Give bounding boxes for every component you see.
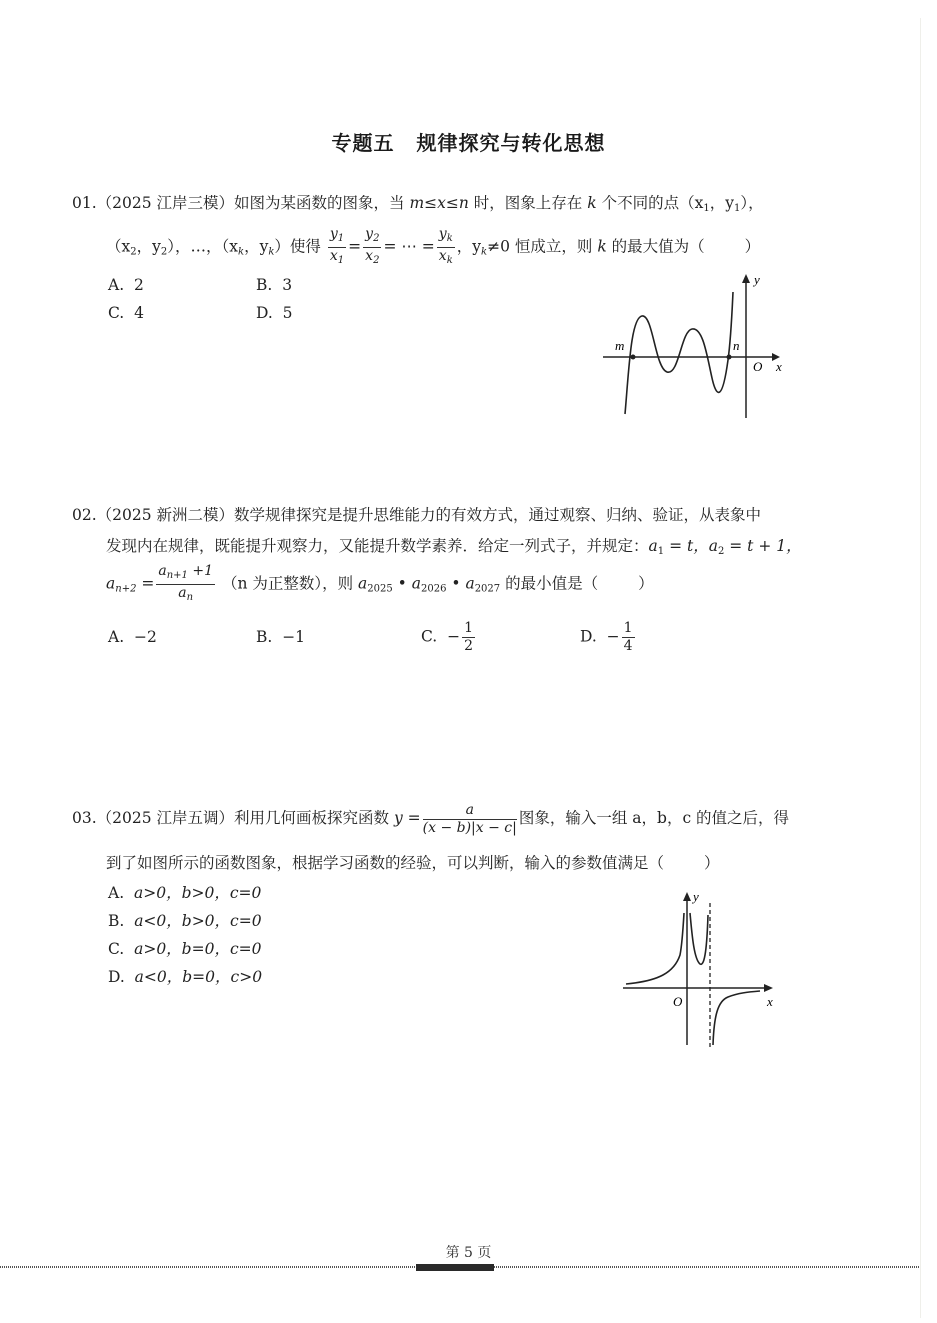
q3-text: 图象，输入一组 a，b，c 的值之后，得 — [518, 809, 790, 827]
q1-text: ）使得 — [274, 237, 321, 256]
label-x: x — [776, 359, 782, 374]
q2-term: a — [465, 574, 475, 593]
q2-text: （n 为正整数），则 — [221, 574, 359, 593]
q1-text: ，y — [136, 237, 161, 256]
num: a — [158, 563, 167, 579]
q3-function-lhs: y = — [393, 809, 421, 827]
option-value: a>0，b=0，c=0 — [134, 940, 262, 958]
q1-text: 的最大值为（ — [606, 237, 705, 256]
q2-text: 数学规律探究是提升思维能力的有效方式，通过观察、归纳、验证，从表象中 — [234, 506, 762, 524]
sub: 2 — [717, 546, 725, 557]
q3-option-c[interactable] — [108, 937, 262, 959]
q1-number: 01. — [72, 194, 97, 212]
q3-line1 — [72, 800, 789, 837]
q1-sub: 1 — [703, 203, 710, 214]
num: +1 — [187, 563, 213, 579]
option-value: 3 — [282, 276, 293, 294]
option-label: B. — [108, 912, 125, 930]
q2-text: ） — [638, 574, 654, 593]
q2-option-a[interactable] — [108, 628, 157, 646]
q2-recurrence-fraction — [156, 563, 215, 606]
option-label: B. — [256, 628, 273, 646]
label-origin: O — [753, 359, 763, 374]
q1-text: ），…，（x — [167, 237, 239, 256]
option-fraction: $\frac{1}{4}$ — [623, 620, 633, 654]
q3-function-fraction: $\frac{a}{(x - b)|x - c|}$ — [422, 801, 517, 836]
q1-source: （2025 江岸三模） — [96, 194, 235, 212]
option-label: C. — [108, 940, 125, 958]
label-origin: O — [673, 994, 683, 1009]
q2-a1: a — [648, 537, 658, 555]
option-fraction: $\frac{1}{2}$ — [464, 620, 474, 654]
q2-line1 — [72, 504, 761, 526]
q2-number: 02. — [72, 506, 97, 524]
q2-option-d[interactable] — [580, 620, 637, 655]
q2-text: • — [392, 574, 412, 593]
den: a — [178, 585, 187, 601]
page-edge — [920, 18, 921, 1318]
q1-function-graph — [595, 268, 790, 423]
q1-sub: k — [238, 246, 245, 258]
q3-line2 — [106, 852, 720, 874]
q1-ratio-k: $\frac{y_k}{x_k}$ — [438, 226, 453, 266]
q3-text: ） — [704, 854, 720, 872]
option-value: a<0，b>0，c=0 — [134, 912, 262, 930]
q1-option-c[interactable] — [108, 304, 144, 322]
q1-ratio-1: $\frac{y_1}{x_1}$ — [329, 226, 345, 266]
option-label: A. — [108, 884, 125, 902]
sub: n — [186, 592, 194, 603]
sub: 2027 — [474, 583, 501, 595]
q1-condition: m≤x≤n — [409, 194, 469, 212]
q1-text: 个不同的点（x — [596, 194, 704, 212]
sub: n+1 — [166, 570, 188, 581]
option-value: −2 — [133, 628, 157, 646]
q1-option-b[interactable] — [256, 276, 292, 294]
option-label: C. — [421, 627, 438, 646]
label-y: y — [693, 889, 699, 904]
q1-text: 如图为某函数的图象，当 — [234, 194, 410, 212]
q2-a2: a — [708, 537, 718, 555]
q2-line2 — [106, 535, 802, 563]
q1-k: k — [597, 237, 607, 256]
sub: 2025 — [367, 583, 393, 595]
page-number: 第 5 页 — [445, 1245, 492, 1261]
q1-text: ≠0 恒成立，则 — [487, 237, 598, 256]
option-value: 2 — [133, 276, 144, 294]
q1-option-a[interactable] — [108, 276, 144, 294]
option-label: D. — [108, 968, 125, 986]
q2-line3: $a_{n+2}$ = $\frac{a_{n+1} +1}{a_n}$ （n 为正整数），则 $a_{2025}$ • $a_{2026}$ • $a_{2027}$ 的最小值是（ ） — [106, 563, 654, 610]
option-value: 5 — [282, 304, 293, 322]
q3-option-a[interactable] — [108, 881, 261, 903]
q3-source: （2025 江岸五调） — [96, 809, 235, 827]
q1-sub: 2 — [130, 246, 137, 258]
sub: n+2 — [115, 583, 137, 595]
q2-option-b[interactable] — [256, 628, 305, 646]
q1-line1 — [72, 192, 764, 220]
title-topic-number: 专题五 — [331, 131, 395, 155]
q1-sub: k — [268, 246, 275, 258]
q3-function-graph — [618, 885, 788, 1050]
option-label: A. — [108, 628, 125, 646]
option-label: A. — [108, 276, 125, 294]
q3-option-d[interactable] — [108, 965, 262, 987]
option-value: −1 — [282, 628, 306, 646]
q1-sub: k — [481, 246, 488, 258]
option-value: a<0，b=0，c>0 — [134, 968, 263, 986]
q1-text: ）， — [740, 194, 764, 212]
q1-text: ） — [744, 237, 761, 256]
q3-option-b[interactable] — [108, 909, 262, 931]
q2-term: a — [358, 574, 368, 593]
q3-text: 利用几何画板探究函数 — [234, 809, 394, 827]
label-n: n — [733, 338, 740, 353]
q2-recurrence: a — [106, 574, 116, 593]
q1-sub: 1 — [733, 203, 741, 214]
q2-text: = t， — [664, 537, 709, 555]
option-label: B. — [256, 276, 273, 294]
q1-line2: （$x_2$，$y_2$），…，（$x_k$，$y_k$）使得 $\frac{y_1}{x_1}$ = $\frac{y_2}{x_2}$ = ⋯ = $\frac{y_k}{x_k}$ ，$y_k\ne 0$ 恒成立，则 k 的最大值为（ ） — [106, 226, 760, 271]
label-m: m — [615, 338, 625, 353]
option-label: D. — [256, 304, 273, 322]
option-value: 4 — [134, 304, 144, 322]
title-topic-name: 规律探究与转化思想 — [416, 131, 606, 155]
q2-text: 发现内在规律，既能提升观察力，又能提升数学素养．给定一列式子，并规定： — [106, 537, 649, 555]
option-sign: − — [606, 627, 620, 646]
q2-text: 的最小值是（ — [500, 574, 599, 593]
option-value: a>0，b>0，c=0 — [133, 884, 262, 902]
label-y: y — [754, 272, 760, 287]
page-title — [0, 127, 937, 156]
q1-ratio-2: $\frac{y_2}{x_2}$ — [365, 226, 380, 266]
q2-term: a — [411, 574, 421, 593]
q1-text: 时，图象上存在 — [468, 194, 588, 212]
q2-text: • — [446, 574, 466, 593]
q1-text: ，y — [709, 194, 734, 212]
q2-source: （2025 新洲二模） — [96, 506, 235, 524]
q2-text: = t + 1， — [724, 537, 802, 555]
q1-text: ，y — [456, 237, 482, 256]
q1-k: k — [587, 194, 597, 212]
label-x: x — [767, 994, 773, 1009]
q1-option-d[interactable] — [256, 304, 293, 322]
option-sign: − — [447, 627, 461, 646]
q1-text: （x — [106, 237, 131, 256]
q3-text: 到了如图所示的函数图象，根据学习函数的经验，可以判断，输入的参数值满足（ — [106, 854, 665, 872]
q3-number: 03. — [72, 809, 97, 827]
q2-option-c[interactable] — [421, 620, 477, 655]
q1-sub: 2 — [160, 246, 168, 258]
option-label: D. — [580, 627, 597, 646]
q1-text: ，y — [244, 237, 269, 256]
option-label: C. — [108, 304, 125, 322]
sub: 1 — [657, 546, 665, 557]
sub: 2026 — [420, 583, 447, 595]
footer-marker-bar — [416, 1264, 494, 1271]
